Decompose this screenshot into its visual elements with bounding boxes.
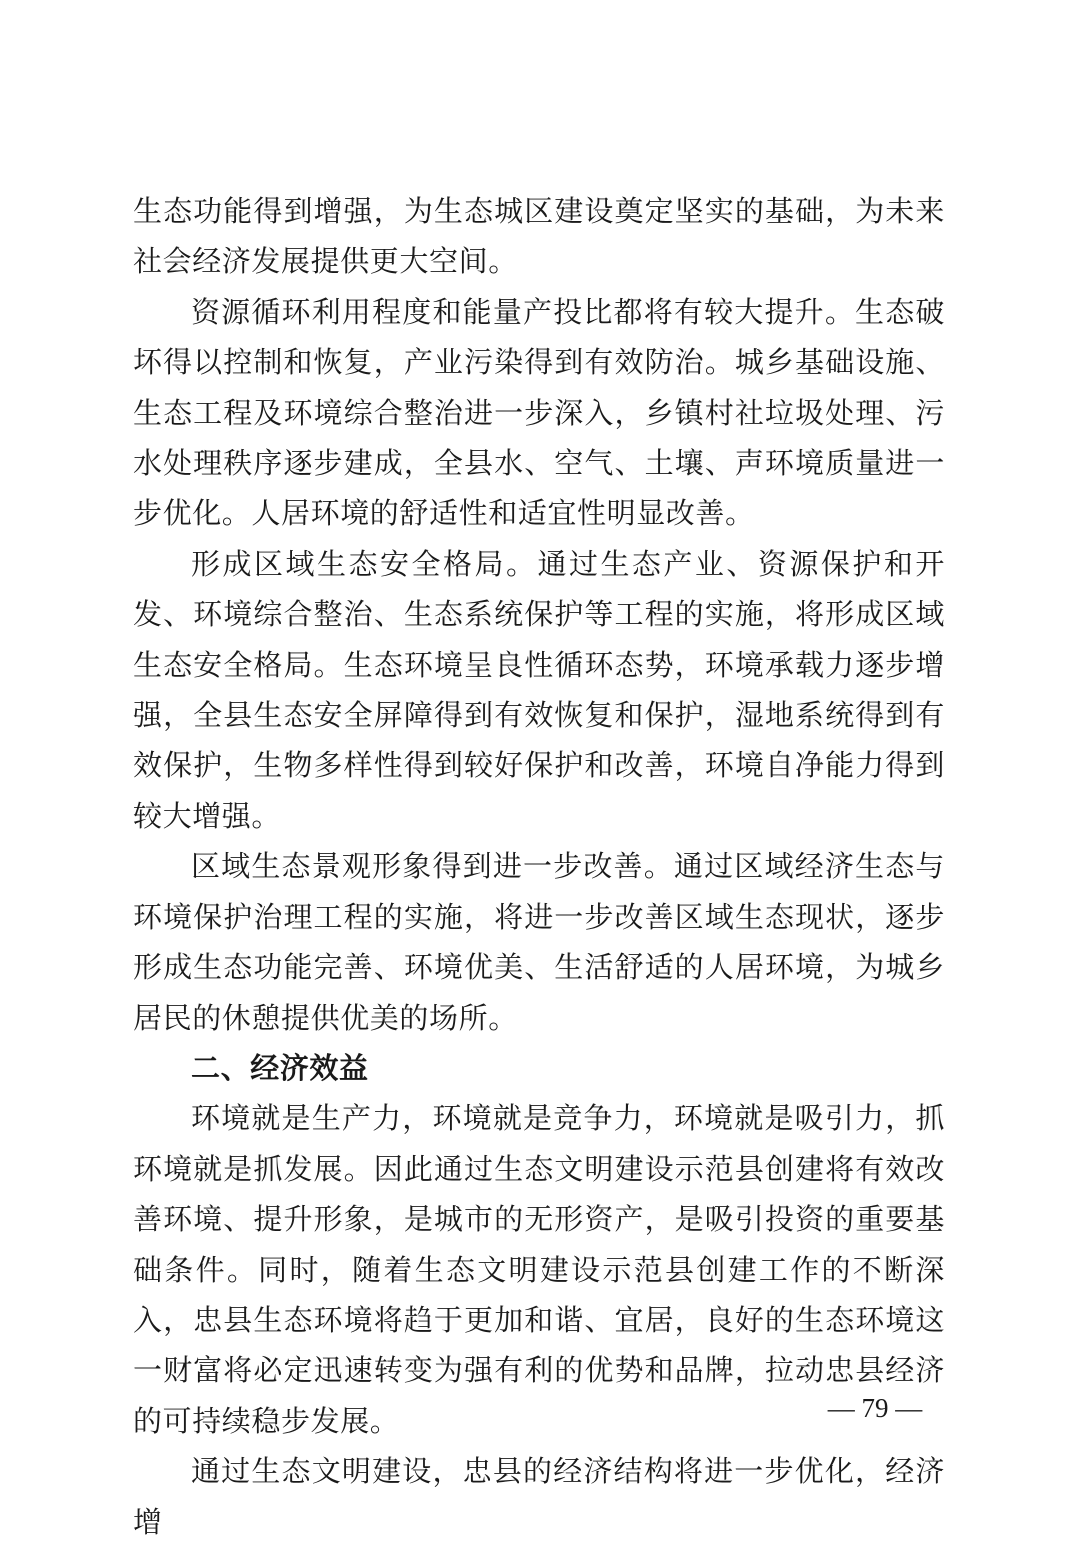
paragraph-environment-productivity: 环境就是生产力，环境就是竞争力，环境就是吸引力，抓环境就是抓发展。因此通过生态文明建设示范县创建将有效改善环境、提升形象，是城市的无形资产，是吸引投资的重要基础条件。同时，随着生态文明建设示范县创建工作的不断深入，忠县生态环境将趋于更加和谐、宜居，良好的生态环境这一财富将必定迅速转变为强有利的优势和品牌，拉动忠县经济的可持续稳步发展。 [133, 1101, 945, 1438]
body-text [133, 186, 945, 1547]
paragraph-economic-structure: 通过生态文明建设，忠县的经济结构将进一步优化，经济增 [133, 1454, 945, 1539]
paragraph-continued: 生态功能得到增强，为生态城区建设奠定坚实的基础，为未来社会经济发展提供更大空间。 [133, 194, 945, 279]
page-number: — 79 — [827, 1393, 923, 1423]
paragraph-ecological-security: 形成区域生态安全格局。通过生态产业、资源保护和开发、环境综合整治、生态系统保护等工程的实施，将形成区域生态安全格局。生态环境呈良性循环态势，环境承载力逐步增强，全县生态安全屏障得到有效恢复和保护，湿地系统得到有效保护，生物多样性得到较好保护和改善，环境自净能力得到较大增强。 [133, 546, 945, 833]
paragraph-landscape-image: 区域生态景观形象得到进一步改善。通过区域经济生态与环境保护治理工程的实施，将进一步改善区域生态现状，逐步形成生态功能完善、环境优美、生活舒适的人居环境，为城乡居民的休憩提供优美的场所。 [133, 849, 945, 1035]
section-heading-economic-benefit: 二、经济效益 [191, 1050, 369, 1085]
paragraph-resource-cycle: 资源循环利用程度和能量产投比都将有较大提升。生态破坏得以控制和恢复，产业污染得到有效防治。城乡基础设施、生态工程及环境综合整治进一步深入，乡镇村社垃圾处理、污水处理秩序逐步建成，全县水、空气、土壤、声环境质量进一步优化。人居环境的舒适性和适宜性明显改善。 [133, 294, 945, 531]
